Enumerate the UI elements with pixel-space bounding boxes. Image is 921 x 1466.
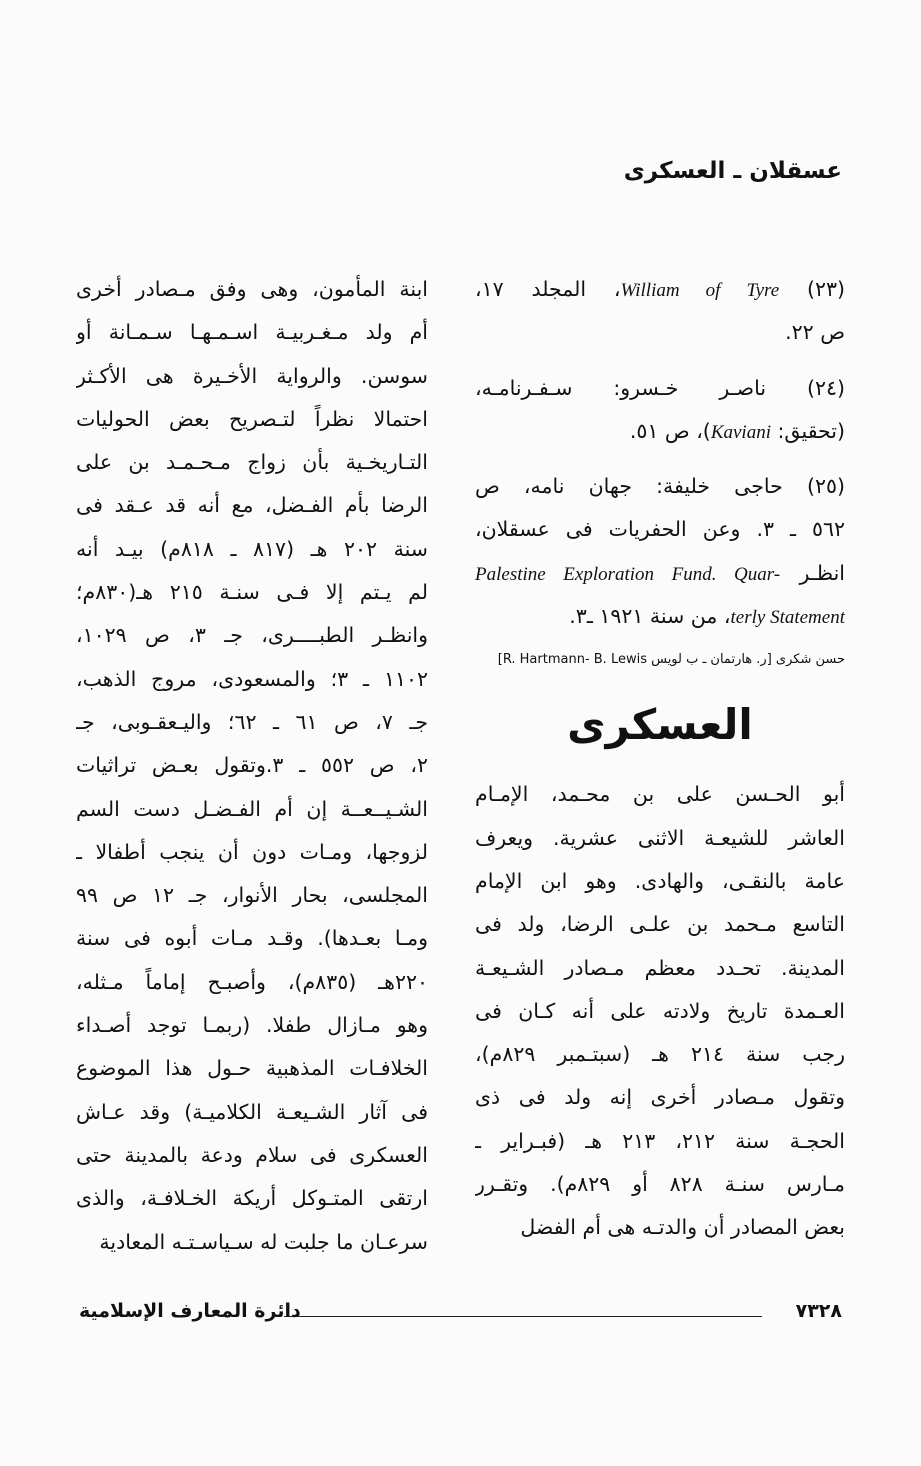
page-number: ٧٣٢٨ (795, 1300, 842, 1322)
body-text-line: العاشر للشيعـة الاثنى عشرية. ويعرف (475, 825, 845, 850)
footnote-line (475, 508, 845, 551)
latin-citation: Kaviani (710, 421, 771, 443)
body-text-line: جـ ٧، ص ٦١ ـ ٦٢؛ واليـعقـوبى، جـ (76, 709, 428, 734)
body-text-line: سوسن. والرواية الأخـيرة هى الأكـثر (76, 363, 428, 388)
running-header: عسقلان ـ العسكرى (623, 158, 842, 184)
latin-citation: Palestine Exploration Fund. Quar- (475, 563, 781, 585)
footnote-text: انظـر (780, 560, 845, 585)
body-text-line: ٢٢٠هـ (٨٣٥م)، وأصبـح إماماً مـثله، (76, 969, 428, 994)
body-text-line: لزوجها، ومـات دون أن ينجب أطفالا ـ (76, 839, 428, 864)
body-text-line: الشـيــعــة إن أم الفـضـل دست السم (76, 796, 428, 821)
body-text-line: ارتقى المتـوكل أريكة الخـلافـة، والذى (76, 1186, 428, 1211)
footnote-text: ص ٢٢. (785, 320, 845, 345)
body-text-line: العـمدة تاريخ ولادته على أنه كـان فى (475, 998, 845, 1023)
body-text-line: وهو مـازال طفلا. (ربمـا توجد أصـداء (76, 1013, 428, 1038)
footnote-text: (٢٥) حاجى خليفة: جهان نامه، ص (475, 474, 845, 499)
footnote-line (475, 410, 845, 453)
footnote-line (475, 465, 845, 508)
body-text-line: وتقول مـصادر أخرى إنه ولد فى ذى (475, 1085, 845, 1110)
body-text-line: أم ولد مـغـربيـة اسـمـهـا سـمـانة أو (76, 320, 428, 345)
right-column (475, 268, 845, 1250)
body-text-line: الخلافـات المذهبية حـول هذا الموضوع (76, 1056, 428, 1081)
footnote-line (475, 367, 845, 410)
body-text-line: التاسع مـحمد بن علـى الرضا، ولد فى (475, 912, 845, 937)
footnote-line (475, 552, 845, 595)
footnote-text: (٢٤) ناصـر خـسرو: سـفـرنامـه، (475, 375, 845, 400)
body-text-line: سنة ٢٠٢ هـ (٨١٧ ـ ٨١٨م) بيـد أنه (76, 536, 428, 561)
footnote-text: (تحقيق: (770, 418, 845, 443)
footnote-line (475, 268, 845, 311)
body-text-line: ٢، ص ٥٥٢ ـ ٣.وتقول بعـض تراثيات (76, 753, 428, 778)
footnote (475, 268, 845, 355)
body-text-line: رجب سنة ٢١٤ هـ (سبتـمبر ٨٢٩م)، (475, 1042, 845, 1067)
body-text-line: لم يـتم إلا فـى سنـة ٢١٥ هـ(٨٣٠م؛ (76, 580, 428, 605)
body-text-line: الحجـة سنة ٢١٢، ٢١٣ هـ (فبـراير ـ (475, 1128, 845, 1153)
body-text-line: التـاريخـية بأن زواج مـحـمـد بن على (76, 450, 428, 475)
body-text-line: المدينة. تحـدد معظم مـصادر الشـيعـة (475, 955, 845, 980)
footnote-line (475, 595, 845, 638)
footnote-line (475, 311, 845, 354)
right-body-text (475, 773, 845, 1249)
body-text-line: ومـا بعـدها). وقـد مـات أبوه فى سنة (76, 926, 428, 951)
footnote-text: ٥٦٢ ـ ٣. وعن الحفريات فى عسقلان، (475, 517, 845, 542)
left-column (76, 268, 428, 1264)
footnote-text: ، المجلد ١٧، (475, 277, 621, 301)
body-text-line: سرعـان ما جلبت له سـياسـتـه المعادية (99, 1229, 428, 1254)
page-footer (79, 1300, 842, 1330)
footnote-text: ، من سنة ١٩٢١ ـ٣. (569, 604, 731, 629)
footer-rule (284, 1316, 762, 1317)
body-text-line: احتمالا نظراً لتـصريح بعض الحوليات (76, 406, 428, 431)
left-body-text (76, 268, 428, 1264)
body-text-line: عامة بالنقـى، والهادى. وهو ابن الإمام (475, 868, 845, 893)
body-text-line: وانظـر الطبــــرى، جـ ٣، ص ١٠٢٩، (76, 623, 428, 648)
footnote (475, 465, 845, 638)
body-text-line: بعض المصادر أن والدتـه هى أم الفضل (520, 1215, 845, 1240)
body-text-line: مـارس سنـة ٨٢٨ أو ٨٢٩م). وتقـرر (475, 1172, 845, 1197)
footnote-text: (٢٣) (779, 277, 845, 301)
publication-title: دائرة المعارف الإسلامية (79, 1300, 301, 1322)
footnote (475, 367, 845, 454)
body-text-line: ابنة المأمون، وهى وفق مـصادر أخرى (76, 277, 428, 301)
author-signature: حسن شكرى [ر. هارتمان ـ ب لويس R. Hartmann- B. Lewis] (497, 652, 845, 668)
body-text-line: فى آثار الشـيعـة الكلاميـة) وقد عـاش (76, 1099, 428, 1124)
body-text-line: العسكرى فى سلام ودعة بالمدينة حتى (76, 1142, 428, 1167)
latin-citation: William of Tyre (620, 280, 780, 301)
footnotes (475, 268, 845, 638)
body-text-line: ١١٠٢ ـ ٣؛ والمسعودى، مروج الذهب، (76, 666, 428, 691)
latin-citation: terly Statement (730, 607, 845, 629)
article-title: العسكرى (567, 700, 753, 750)
body-text-line: المجلسى، بحار الأنوار، جـ ١٢ ص ٩٩ (76, 883, 428, 908)
footnote-text: )، ص ٥١. (629, 418, 711, 443)
body-text-line: أبو الحـسن على بن محـمد، الإمـام (475, 782, 845, 807)
body-text-line: الرضا بأم الفـضل، مع أنه قد عـقد فى (76, 493, 428, 518)
